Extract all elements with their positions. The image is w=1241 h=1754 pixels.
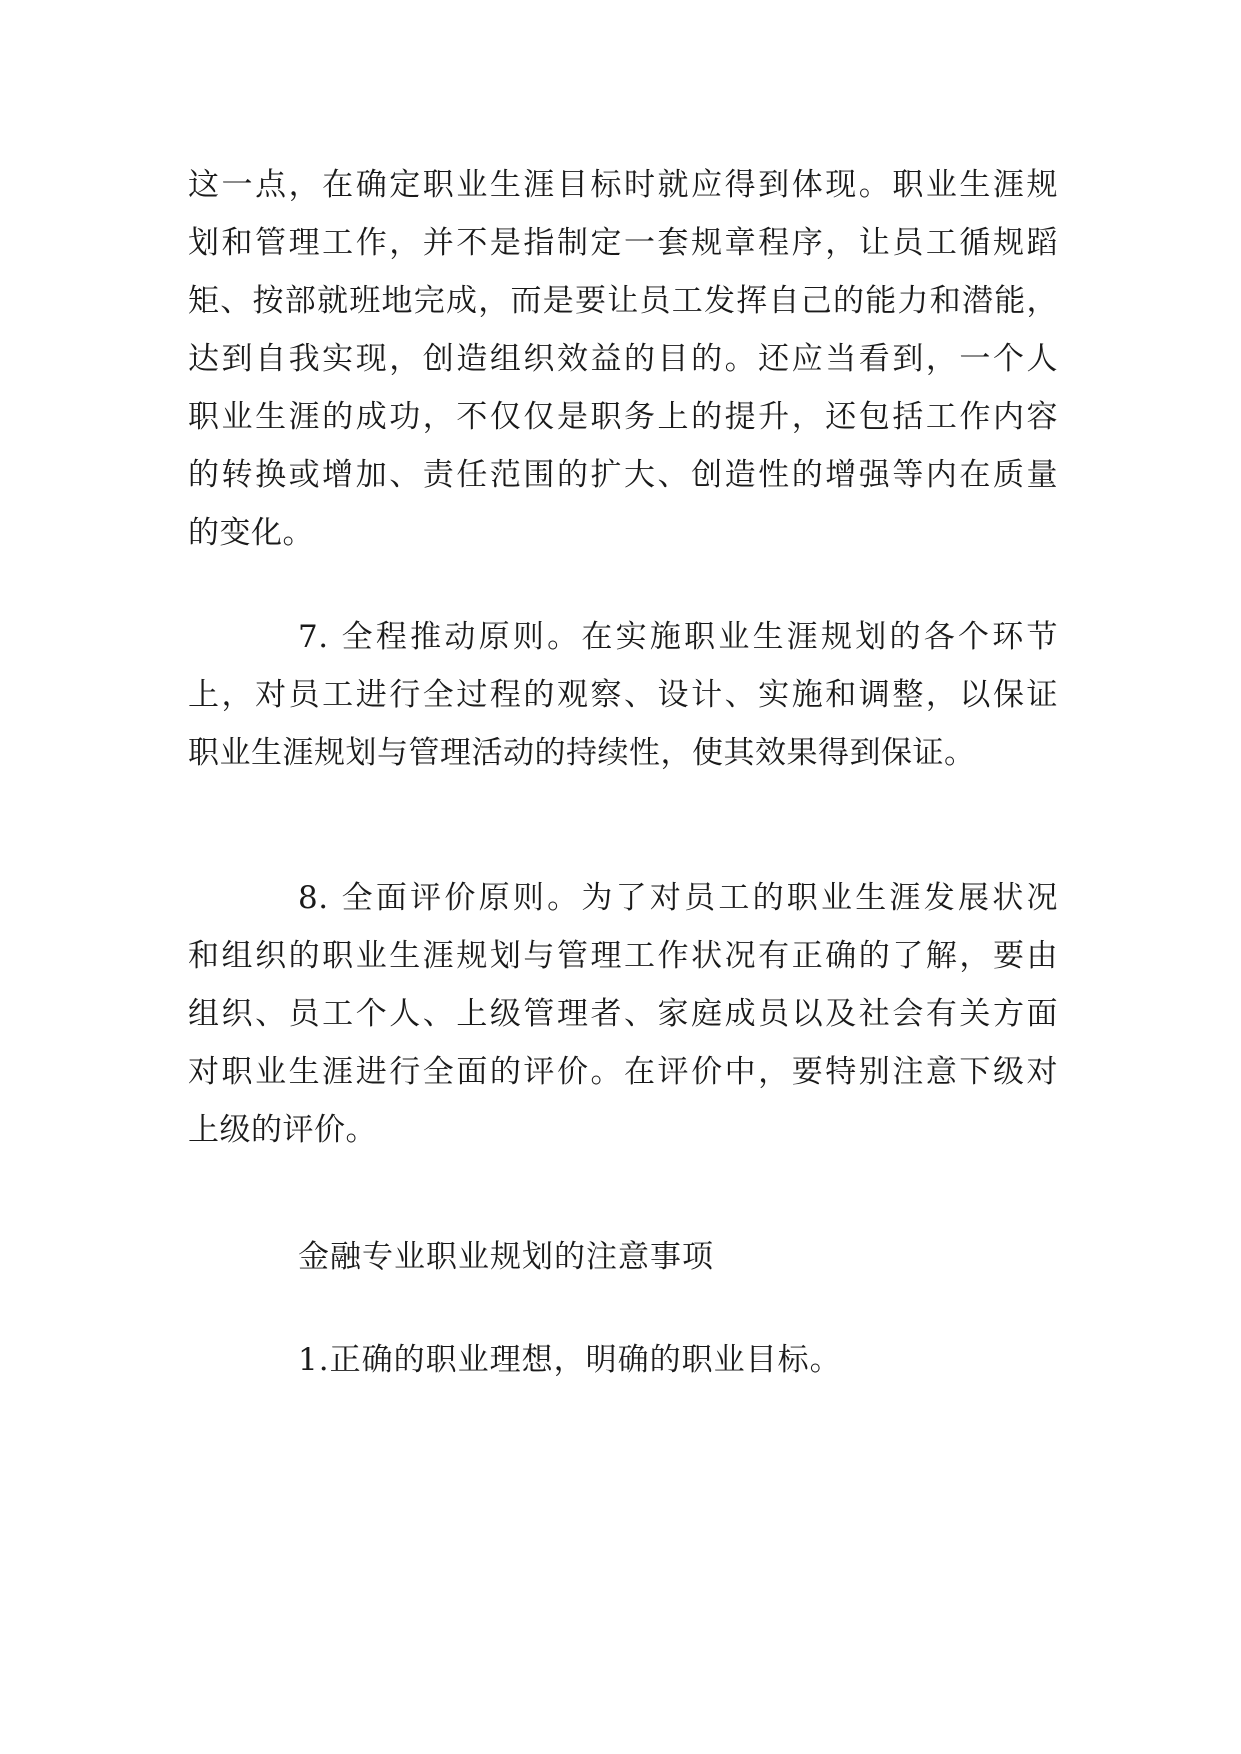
paragraph-full-process-principle (188, 608, 1058, 782)
paragraph-career-success (188, 156, 1058, 562)
paragraph-line: 职业生涯规划与管理活动的持续性，使其效果得到保证。 (188, 735, 976, 771)
paragraph-line: 矩、按部就班地完成，而是要让员工发挥自己的能力和潜能， (188, 283, 1058, 319)
paragraph-line: 职业生涯的成功，不仅仅是职务上的提升，还包括工作内容 (188, 399, 1058, 435)
paragraph-line: 的变化。 (188, 515, 314, 551)
paragraph-line: 上级的评价。 (188, 1112, 377, 1148)
paragraph-line: 8. 全面评价原则。为了对员工的职业生涯发展状况 (298, 880, 1058, 916)
paragraph-line: 的转换或增加、责任范围的扩大、创造性的增强等内在质量 (188, 457, 1058, 493)
paragraph-line: 这一点，在确定职业生涯目标时就应得到体现。职业生涯规 (188, 167, 1058, 203)
paragraph-line: 和组织的职业生涯规划与管理工作状况有正确的了解，要由 (188, 938, 1058, 974)
paragraph-line: 划和管理工作，并不是指制定一套规章程序，让员工循规蹈 (188, 225, 1058, 261)
section-heading: 金融专业职业规划的注意事项 (298, 1239, 714, 1275)
paragraph-line: 组织、员工个人、上级管理者、家庭成员以及社会有关方面 (188, 996, 1058, 1032)
list-item: 1.正确的职业理想，明确的职业目标。 (298, 1342, 842, 1378)
paragraph-line: 上，对员工进行全过程的观察、设计、实施和调整，以保证 (188, 677, 1058, 713)
paragraph-comprehensive-evaluation-principle (188, 869, 1058, 1159)
paragraph-line: 对职业生涯进行全面的评价。在评价中，要特别注意下级对 (188, 1054, 1058, 1090)
paragraph-line: 7. 全程推动原则。在实施职业生涯规划的各个环节 (298, 619, 1058, 655)
paragraph-line: 达到自我实现，创造组织效益的目的。还应当看到，一个人 (188, 341, 1058, 377)
